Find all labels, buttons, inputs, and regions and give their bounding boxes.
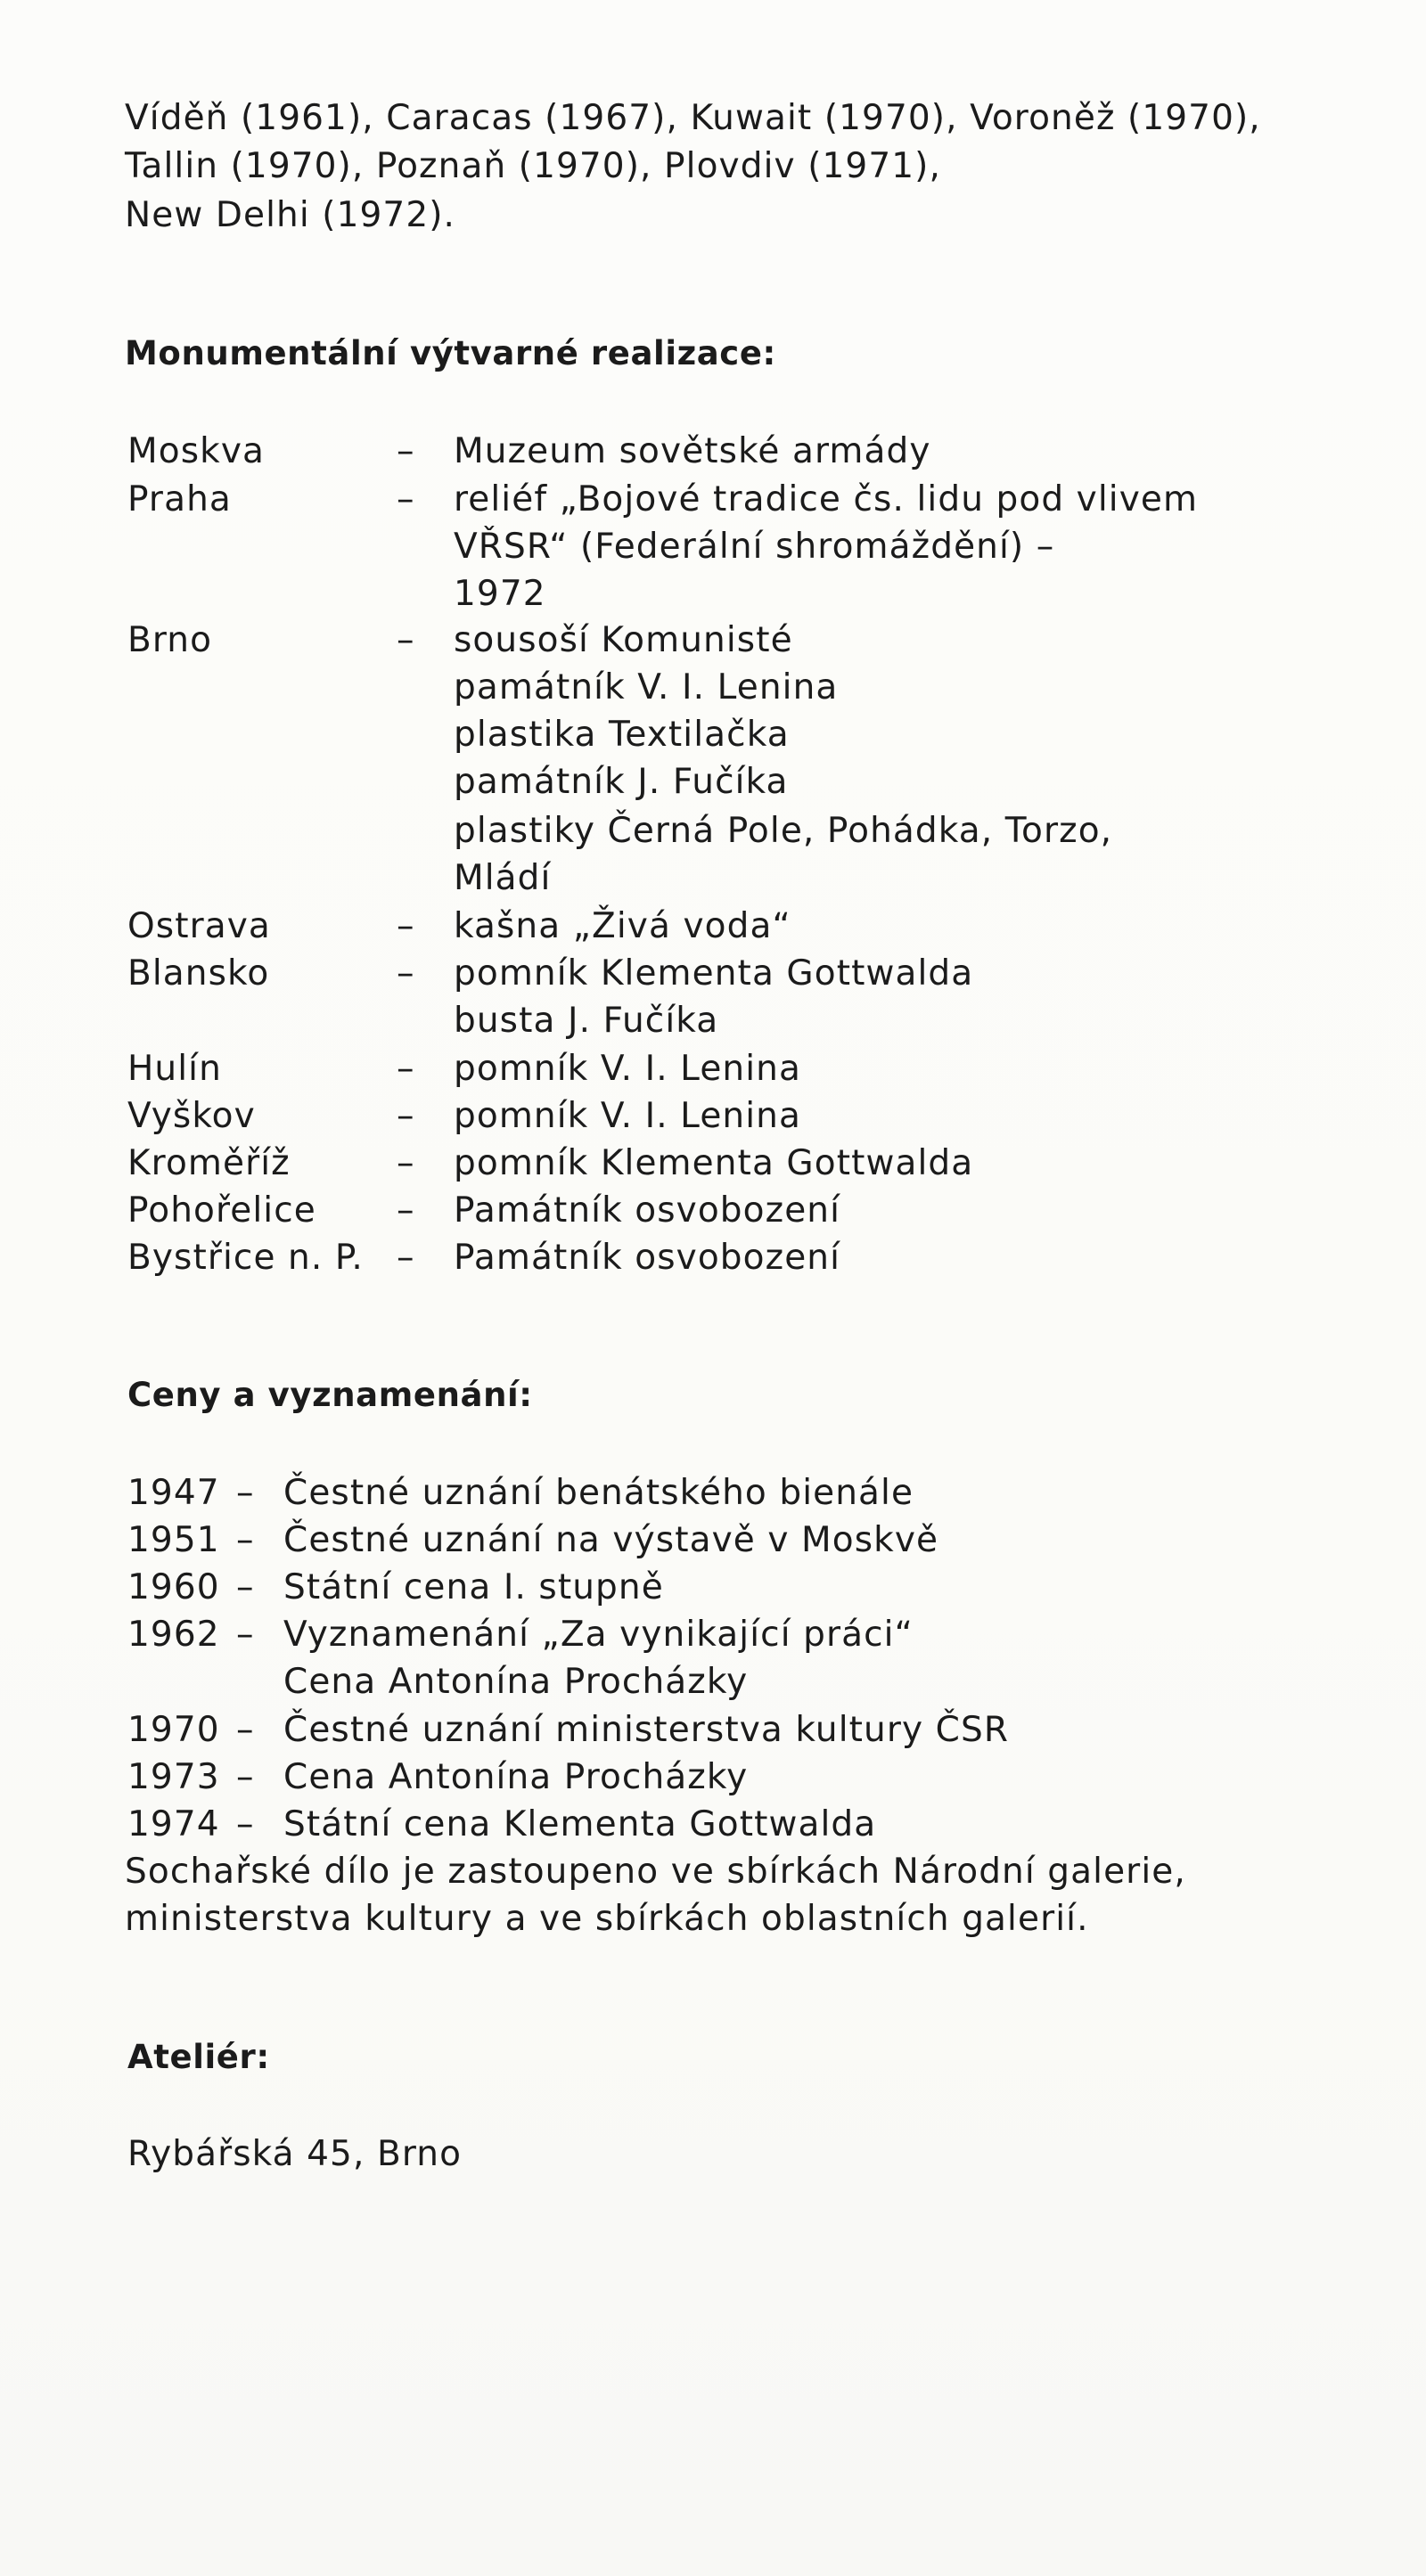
- collection-note-line: Sochařské dílo je zastoupeno ve sbírkách Národní galerie,: [125, 1852, 1186, 1892]
- place-name: Kroměříž: [127, 1143, 291, 1183]
- award-line: Čestné uznání ministerstva kultury ČSR: [283, 1710, 1010, 1750]
- intro-line: Víděň (1961), Caracas (1967), Kuwait (1970), Voroněž (1970),: [125, 98, 1261, 138]
- award-line: Čestné uznání benátského bienále: [283, 1473, 914, 1513]
- separator-dash: –: [397, 1049, 415, 1089]
- award-year: 1962: [127, 1615, 220, 1655]
- work-line: Památník osvobození: [454, 1190, 841, 1231]
- separator-dash: –: [236, 1473, 255, 1513]
- place-name: Moskva: [127, 431, 265, 471]
- work-line: VŘSR“ (Federální shromáždění) –: [454, 527, 1055, 567]
- work-line: reliéf „Bojové tradice čs. lidu pod vlivem: [454, 479, 1199, 519]
- work-line: Muzeum sovětské armády: [454, 431, 931, 471]
- award-year: 1951: [127, 1520, 220, 1560]
- place-name: Ostrava: [127, 906, 271, 946]
- work-line: památník V. I. Lenina: [454, 667, 839, 707]
- work-line: busta J. Fučíka: [454, 1001, 719, 1041]
- work-line: pomník V. I. Lenina: [454, 1049, 801, 1089]
- atelier-address: Rybářská 45, Brno: [127, 2134, 463, 2174]
- award-line: Státní cena I. stupně: [283, 1567, 664, 1607]
- work-line: pomník Klementa Gottwalda: [454, 953, 974, 994]
- intro-line: Tallin (1970), Poznaň (1970), Plovdiv (1971),: [125, 146, 941, 186]
- separator-dash: –: [236, 1615, 255, 1655]
- separator-dash: –: [236, 1520, 255, 1560]
- separator-dash: –: [236, 1567, 255, 1607]
- separator-dash: –: [397, 953, 415, 994]
- award-line: Státní cena Klementa Gottwalda: [283, 1804, 877, 1844]
- separator-dash: –: [397, 1096, 415, 1136]
- place-name: Praha: [127, 479, 232, 519]
- separator-dash: –: [236, 1804, 255, 1844]
- award-line: Čestné uznání na výstavě v Moskvě: [283, 1520, 939, 1560]
- separator-dash: –: [397, 620, 415, 660]
- separator-dash: –: [397, 479, 415, 519]
- award-year: 1960: [127, 1567, 220, 1607]
- work-line: památník J. Fučíka: [454, 762, 789, 802]
- award-line: Cena Antonína Procházky: [283, 1662, 749, 1702]
- award-year: 1947: [127, 1473, 220, 1513]
- award-year: 1974: [127, 1804, 220, 1844]
- place-name: Brno: [127, 620, 213, 660]
- collection-note-line: ministerstva kultury a ve sbírkách oblastních galerií.: [125, 1899, 1089, 1939]
- place-name: Vyškov: [127, 1096, 256, 1136]
- atelier-heading: Ateliér:: [127, 2038, 270, 2076]
- place-name: Bystřice n. P.: [127, 1238, 364, 1278]
- separator-dash: –: [397, 431, 415, 471]
- work-line: pomník Klementa Gottwalda: [454, 1143, 974, 1183]
- work-line: Památník osvobození: [454, 1238, 841, 1278]
- place-name: Pohořelice: [127, 1190, 316, 1231]
- separator-dash: –: [236, 1710, 255, 1750]
- work-line: pomník V. I. Lenina: [454, 1096, 801, 1136]
- work-line: sousoší Komunisté: [454, 620, 793, 660]
- award-year: 1973: [127, 1757, 220, 1797]
- award-line: Vyznamenání „Za vynikající práci“: [283, 1615, 914, 1655]
- separator-dash: –: [397, 1190, 415, 1231]
- awards-heading: Ceny a vyznamenání:: [127, 1376, 533, 1414]
- award-year: 1970: [127, 1710, 220, 1750]
- work-line: Mládí: [454, 858, 552, 898]
- work-line: kašna „Živá voda“: [454, 906, 791, 946]
- intro-line: New Delhi (1972).: [125, 195, 456, 235]
- monumental-heading: Monumentální výtvarné realizace:: [125, 334, 776, 372]
- separator-dash: –: [236, 1757, 255, 1797]
- place-name: Hulín: [127, 1049, 222, 1089]
- award-line: Cena Antonína Procházky: [283, 1757, 749, 1797]
- work-line: plastiky Černá Pole, Pohádka, Torzo,: [454, 811, 1113, 851]
- separator-dash: –: [397, 1238, 415, 1278]
- place-name: Blansko: [127, 953, 270, 994]
- work-line: 1972: [454, 574, 546, 614]
- separator-dash: –: [397, 1143, 415, 1183]
- work-line: plastika Textilačka: [454, 715, 790, 755]
- separator-dash: –: [397, 906, 415, 946]
